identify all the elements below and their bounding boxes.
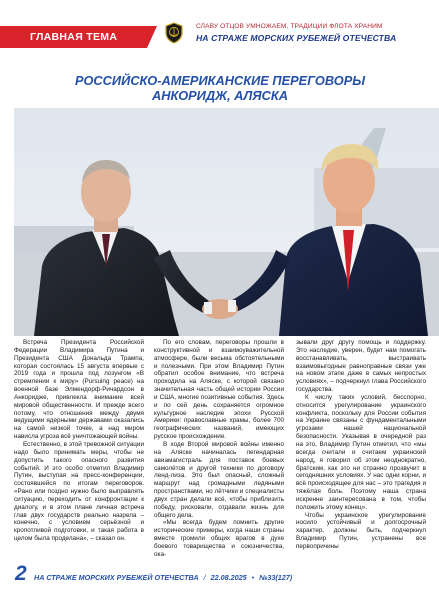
article-title-line-2: АНКОРИДЖ, АЛЯСКА [152, 87, 288, 103]
article-column-1 [14, 339, 144, 549]
section-label: ГЛАВНАЯ ТЕМА [0, 26, 147, 48]
page-number: 2 [15, 562, 27, 585]
header-motto: СЛАВУ ОТЦОВ УМНОЖАЕМ, ТРАДИЦИИ ФЛОТА ХРАНИМ [196, 23, 383, 30]
footer-issue: №33(127) [259, 573, 293, 582]
footer-newspaper-name: НА СТРАЖЕ МОРСКИХ РУБЕЖЕЙ ОТЕЧЕСТВА [34, 573, 199, 582]
article-column-3 [296, 339, 426, 549]
page-footer [0, 562, 439, 600]
page-header [0, 0, 439, 50]
article-column-2 [154, 339, 284, 558]
navy-emblem-icon [164, 22, 184, 44]
article-photo [14, 108, 439, 336]
footer-date: 22.08.2025 [210, 573, 247, 582]
paragraph: «Мы всегда будем помнить другие исторические примеры, когда наши страны вместе громили общих врагов в духе боевого товарищества и союзничества, ока- [154, 519, 284, 558]
article-title-line-1: РОССИЙСКО-АМЕРИКАНСКИЕ ПЕРЕГОВОРЫ [74, 73, 366, 88]
paragraph: Встреча Президента Российской Федерации Владимира Путина и Президента США Дональда Трампа, которая состоялась 15 августа впервые с 2019 года и прошла под лозунгом «В стремлении к миру» (Pursuing peace) на военной базе Элмендорф-Ричардсон в Анкоридже, привлекла внимание всей мировой общественности. И прежде всего потому, что отношения между двумя ведущими ядерными державами оказались на самой низкой точке, а над миром нависла угроза всё уничтожающей войны. [14, 339, 144, 441]
paragraph: К числу таких условий, бесспорно, относится урегулирование украинского конфликта, поскольку для России события на Украине связаны с фундаментальными угрозами нашей национальной безопасности. Указывая в очередной раз на это, Владимир Путин отметил, что «мы всегда считали и считаем украинский народ, я говорил об этом неоднократно, братским, как это ни странно прозвучит в сегодняшних условиях. У нас одни корни, и всё происходящее для нас – это трагедия и тяжёлая боль. Поэтому наша страна искренне заинтересована в том, чтобы положить этому конец». [296, 393, 426, 511]
paragraph: Естественно, в этой тревожной ситуации надо было принимать меры, чтобы не допустить такого опасного развития событий. И это особо отметил Владимир Путин, выступая на пресс-конференции, состоявшейся по итогам переговоров. «Рано или поздно нужно было выправлять ситуацию, переходить от конфронтации к диалогу, и в этом плане личная встреча глав двух государств реально назрела – конечно, с условием серьёзной и кропотливой подготовки, и такая работа в целом была проделана», – сказал он. [14, 440, 144, 543]
paragraph: Чтобы украинское урегулирование носило устойчивый и долгосрочный характер, должны быть, подчеркнул Владимир Путин, устранены все первопричины [296, 511, 426, 550]
paragraph: По его словам, переговоры прошли в конструктивной и взаимоуважительной атмосфере, были весьма обстоятельными и полезными. При этом Владимир Путин обратил особое внимание, что встреча проходила на Аляске, с которой связано значительная часть общей истории России и США, многие позитивные события. Здесь и по сей день сохраняется огромное культурное наследие эпохи Русской Америки: православные храмы, более 700 географических названий, имеющих русское происхождение. [154, 339, 284, 441]
footer-separator: / [203, 573, 206, 582]
article-body [14, 339, 426, 558]
article-title [20, 74, 420, 103]
footer-line [34, 573, 292, 582]
paragraph: В ходе Второй мировой войны именно на Аляске начиналась легендарная авиамагистраль для поставок боевых самолётов и другой техники по договору ленд-лиза. Это был опасный, сложный маршрут над громадными ледяными пространствами, но лётчики и специалисты двух стран делали всё, чтобы приблизить победу, рисковали, отдавали жизнь для общего дела. [154, 440, 284, 519]
footer-separator: • [251, 573, 255, 582]
header-newspaper-name: НА СТРАЖЕ МОРСКИХ РУБЕЖЕЙ ОТЕЧЕСТВА [196, 33, 397, 43]
paragraph: зывали друг другу помощь и поддержку. Это наследие, уверен, будет нам помогать восстанавливать, выстраивать взаимовыгодные равноправные связи уже на новом этапе даже в самых непростых условиях», – подчеркнул глава Российского государства. [296, 339, 426, 394]
